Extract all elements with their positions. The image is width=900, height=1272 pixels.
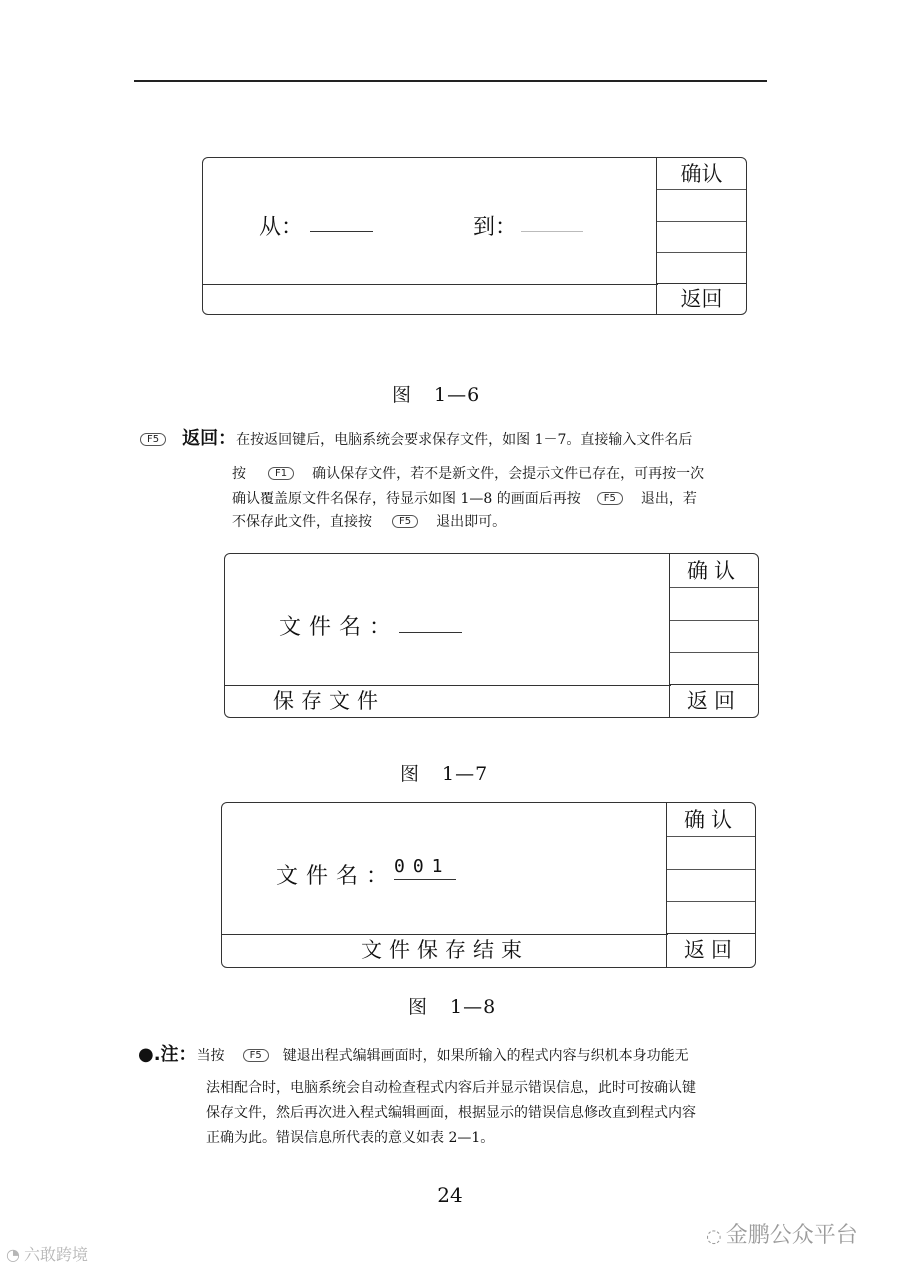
back-softkey[interactable]: 返回 <box>687 689 741 713</box>
figure-1-8-softkeys <box>666 803 755 967</box>
note-text-1a: 当按 <box>196 1048 225 1064</box>
figure-1-8-caption <box>408 992 496 1019</box>
caption-fig-label: 图 <box>400 763 421 785</box>
return-text-3a: 确认覆盖原文件名保存，待显示如图 1—8 的画面后再按 <box>232 491 581 507</box>
note-line2: 法相配合时，电脑系统会自动检查程式内容后并显示错误信息，此时可按确认键 <box>206 1080 696 1096</box>
save-complete-status <box>222 934 668 967</box>
figure-1-8-main <box>222 803 668 934</box>
bullet-icon: ● <box>138 1044 154 1065</box>
from-label: 从： <box>259 215 304 240</box>
figure-1-7-softkeys <box>669 554 758 717</box>
note-line4: 正确为此。错误信息所代表的意义如表 2—1。 <box>206 1130 495 1146</box>
return-paragraph-line4 <box>232 510 792 535</box>
caption-fig-label: 图 <box>392 384 413 406</box>
figure-1-6-panel <box>202 157 747 315</box>
filename-label: 文件名： <box>279 615 400 640</box>
figure-1-6-caption <box>392 380 480 407</box>
return-text-2b: 确认保存文件，若不是新文件，会提示文件已存在，可再按一次 <box>312 466 705 482</box>
header-rule <box>134 80 767 82</box>
note-heading: .注： <box>153 1044 197 1065</box>
confirm-softkey[interactable]: 确认 <box>657 158 746 190</box>
return-paragraph-line3 <box>232 487 792 512</box>
figure-1-7-caption <box>400 759 488 786</box>
save-file-status-text: 保存文件 <box>273 689 385 713</box>
back-softkey[interactable]: 返回 <box>680 287 723 311</box>
f5-key-icon: F5 <box>392 515 418 528</box>
return-heading: 返回： <box>182 428 237 449</box>
figure-1-7-panel <box>224 553 759 718</box>
logo-icon: ◔ <box>6 1245 20 1264</box>
filename-input[interactable]: 001 <box>394 855 456 880</box>
caption-fig-number: 1—6 <box>434 384 481 406</box>
to-field[interactable] <box>521 231 583 232</box>
caption-fig-label: 图 <box>408 996 429 1018</box>
return-text-2a: 按 <box>232 466 246 482</box>
return-paragraph-line1 <box>138 426 778 453</box>
filename-label: 文件名： <box>276 864 397 889</box>
figure-1-6-main <box>203 158 658 284</box>
to-label: 到： <box>473 215 518 240</box>
softkey-blank-3[interactable] <box>657 253 746 284</box>
filename-input[interactable] <box>399 632 462 633</box>
watermark-left <box>6 1242 88 1265</box>
softkey-blank-1[interactable] <box>667 837 755 870</box>
page-number: 24 <box>437 1183 463 1207</box>
softkey-blank-3[interactable] <box>667 902 755 934</box>
figure-1-7-main <box>225 554 671 685</box>
figure-1-8-panel <box>221 802 756 968</box>
note-line3: 保存文件，然后再次进入程式编辑画面，根据显示的错误信息修改直到程式内容 <box>206 1105 696 1121</box>
softkey-blank-3[interactable] <box>670 653 758 685</box>
watermark-right-text: 金鹏公众平台 <box>725 1223 858 1248</box>
return-text-4a: 不保存此文件，直接按 <box>232 514 372 530</box>
softkey-blank-2[interactable] <box>657 222 746 253</box>
softkey-blank-2[interactable] <box>670 621 758 653</box>
return-text-3b: 退出，若 <box>640 491 697 507</box>
wechat-icon: ◌ <box>706 1226 722 1247</box>
confirm-softkey[interactable]: 确认 <box>670 554 758 588</box>
watermark-left-text: 六敢跨境 <box>23 1245 88 1264</box>
note-text-1b: 键退出程式编辑画面时，如果所输入的程式内容与织机本身功能无 <box>282 1048 689 1064</box>
back-softkey[interactable]: 返回 <box>684 938 738 962</box>
softkey-blank-2[interactable] <box>667 870 755 902</box>
figure-1-6-softkeys <box>656 158 746 314</box>
save-complete-status-text: 文件保存结束 <box>361 938 529 962</box>
f5-key-icon: F5 <box>243 1049 269 1062</box>
f5-key-icon: F5 <box>140 433 166 446</box>
caption-fig-number: 1—7 <box>442 763 489 785</box>
f5-key-icon: F5 <box>597 492 623 505</box>
return-text-1: 在按返回键后，电脑系统会要求保存文件，如图 1－7。直接输入文件名后 <box>236 432 693 448</box>
caption-fig-number: 1—8 <box>450 996 497 1018</box>
return-paragraph-line2 <box>232 462 792 487</box>
softkey-blank-1[interactable] <box>670 588 758 621</box>
softkey-blank-1[interactable] <box>657 190 746 222</box>
figure-1-6-status <box>203 284 658 314</box>
from-field[interactable] <box>310 231 373 232</box>
f1-key-icon: F1 <box>268 467 294 480</box>
confirm-softkey[interactable]: 确认 <box>667 803 755 837</box>
save-file-status <box>225 685 671 717</box>
return-text-4b: 退出即可。 <box>436 514 507 530</box>
watermark-right <box>706 1218 858 1249</box>
note-line1 <box>138 1042 798 1069</box>
